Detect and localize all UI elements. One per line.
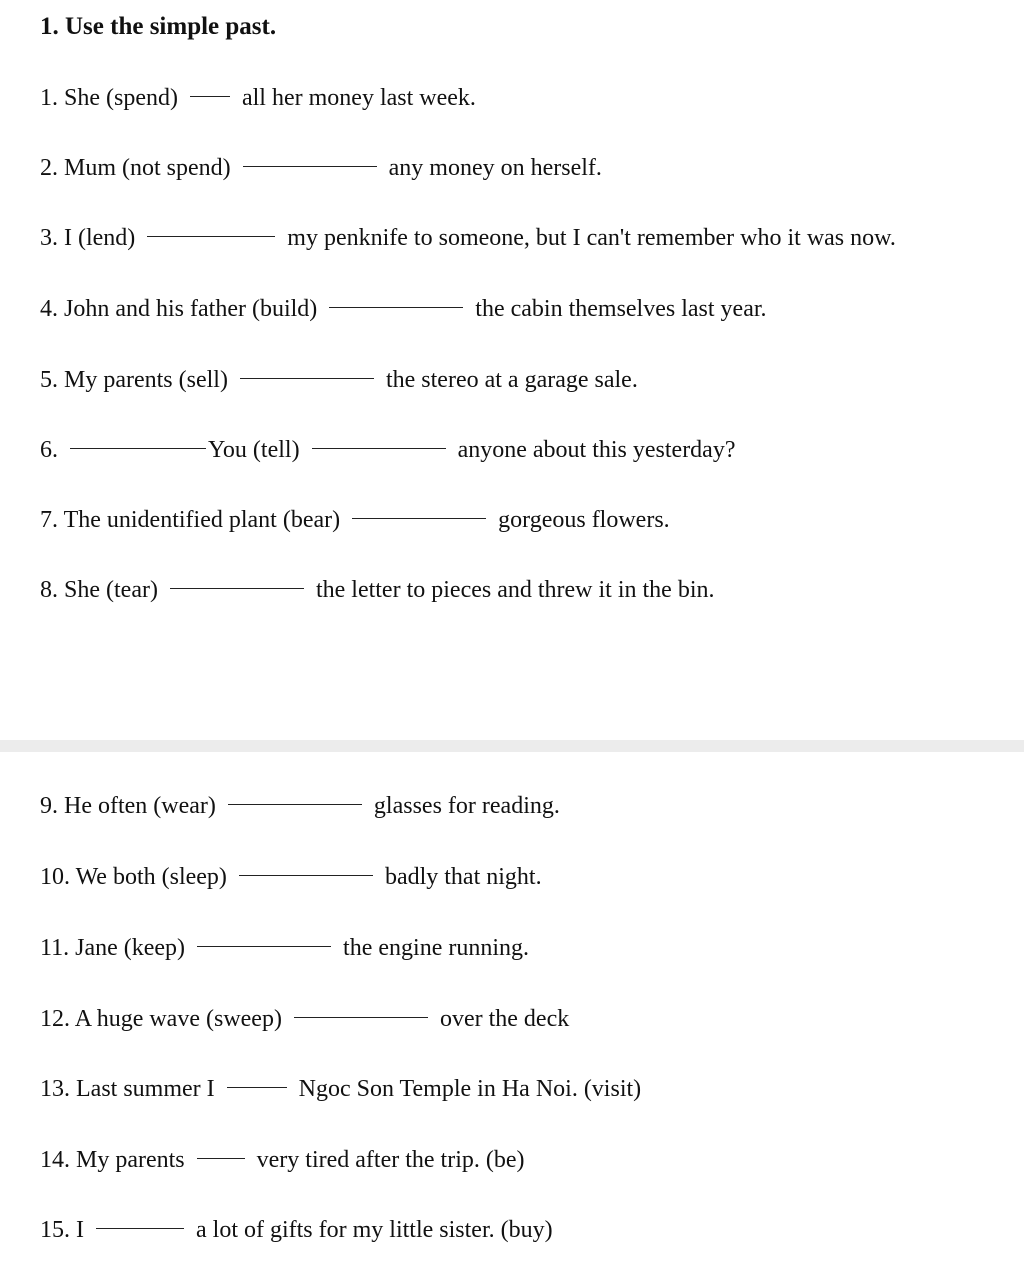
item-prompt: I [76, 1217, 84, 1243]
item-number: 14. [40, 1147, 70, 1173]
exercise-item-11 [40, 930, 529, 966]
answer-blank[interactable] [312, 447, 446, 449]
item-number: 11. [40, 935, 70, 961]
item-rest: glasses for reading. [373, 793, 560, 819]
item-rest: my penknife to someone, but I can't remember who it was now. [287, 225, 896, 251]
answer-blank[interactable] [190, 95, 230, 97]
item-number: 7. [40, 507, 58, 533]
exercise-item-13 [40, 1071, 641, 1107]
item-number: 4. [40, 296, 58, 322]
item-rest: anyone about this yesterday? [457, 437, 736, 463]
item-prompt: She (spend) [64, 85, 178, 111]
exercise-item-14 [40, 1142, 525, 1178]
answer-blank[interactable] [240, 377, 374, 379]
item-prompt: Mum (not spend) [64, 155, 231, 181]
item-number: 12. [40, 1006, 70, 1032]
answer-blank[interactable] [147, 235, 275, 237]
item-number: 9. [40, 793, 58, 819]
item-number: 3. [40, 225, 58, 251]
answer-blank[interactable] [227, 1086, 287, 1088]
answer-blank-auxiliary[interactable] [70, 447, 206, 449]
exercise-item-7 [40, 502, 670, 538]
item-rest: over the deck [439, 1006, 570, 1032]
item-prompt: My parents [76, 1147, 185, 1173]
page-separator [0, 740, 1024, 752]
answer-blank[interactable] [170, 587, 304, 589]
exercise-item-1 [40, 80, 476, 116]
item-number: 8. [40, 577, 58, 603]
item-number: 6. [40, 437, 58, 463]
item-number: 5. [40, 367, 58, 393]
item-number: 10. [40, 864, 70, 890]
item-number: 15. [40, 1217, 70, 1243]
item-prompt: The unidentified plant (bear) [63, 507, 341, 533]
item-rest: any money on herself. [388, 155, 602, 181]
item-rest: the stereo at a garage sale. [385, 367, 638, 393]
item-rest: gorgeous flowers. [498, 507, 670, 533]
answer-blank[interactable] [243, 165, 377, 167]
answer-blank[interactable] [239, 874, 373, 876]
answer-blank[interactable] [96, 1227, 184, 1229]
worksheet-page-bottom [0, 752, 1024, 1280]
exercise-item-3 [40, 220, 896, 256]
item-rest: Ngoc Son Temple in Ha Noi. (visit) [298, 1076, 642, 1102]
item-rest: the cabin themselves last year. [475, 296, 767, 322]
item-rest: very tired after the trip. (be) [256, 1147, 525, 1173]
exercise-item-5 [40, 362, 638, 398]
exercise-item-4 [40, 291, 767, 327]
item-rest: the letter to pieces and threw it in the bin. [315, 577, 715, 603]
exercise-item-2 [40, 150, 602, 186]
item-rest: all her money last week. [241, 85, 476, 111]
answer-blank[interactable] [197, 945, 331, 947]
exercise-title: 1. Use the simple past. [40, 13, 277, 40]
item-rest: the engine running. [343, 935, 529, 961]
item-number: 1. [40, 85, 58, 111]
answer-blank[interactable] [294, 1016, 428, 1018]
item-prompt: He often (wear) [64, 793, 216, 819]
item-prompt: My parents (sell) [64, 367, 228, 393]
item-rest: a lot of gifts for my little sister. (buy) [196, 1217, 553, 1243]
exercise-item-10 [40, 859, 542, 895]
item-prompt: A huge wave (sweep) [74, 1006, 282, 1032]
item-prompt: You (tell) [208, 437, 300, 463]
exercise-item-9 [40, 788, 560, 824]
exercise-item-6 [40, 432, 736, 468]
item-prompt: She (tear) [64, 577, 158, 603]
answer-blank[interactable] [197, 1157, 245, 1159]
item-prompt: We both (sleep) [75, 864, 227, 890]
exercise-item-12 [40, 1001, 569, 1037]
item-prompt: Jane (keep) [75, 935, 186, 961]
item-rest: badly that night. [384, 864, 542, 890]
answer-blank[interactable] [352, 517, 486, 519]
answer-blank[interactable] [329, 306, 463, 308]
item-prompt: Last summer I [76, 1076, 215, 1102]
exercise-item-15 [40, 1212, 553, 1248]
item-number: 2. [40, 155, 58, 181]
exercise-item-8 [40, 572, 715, 608]
item-prompt: John and his father (build) [64, 296, 318, 322]
item-number: 13. [40, 1076, 70, 1102]
item-prompt: I (lend) [64, 225, 136, 251]
answer-blank[interactable] [228, 803, 362, 805]
